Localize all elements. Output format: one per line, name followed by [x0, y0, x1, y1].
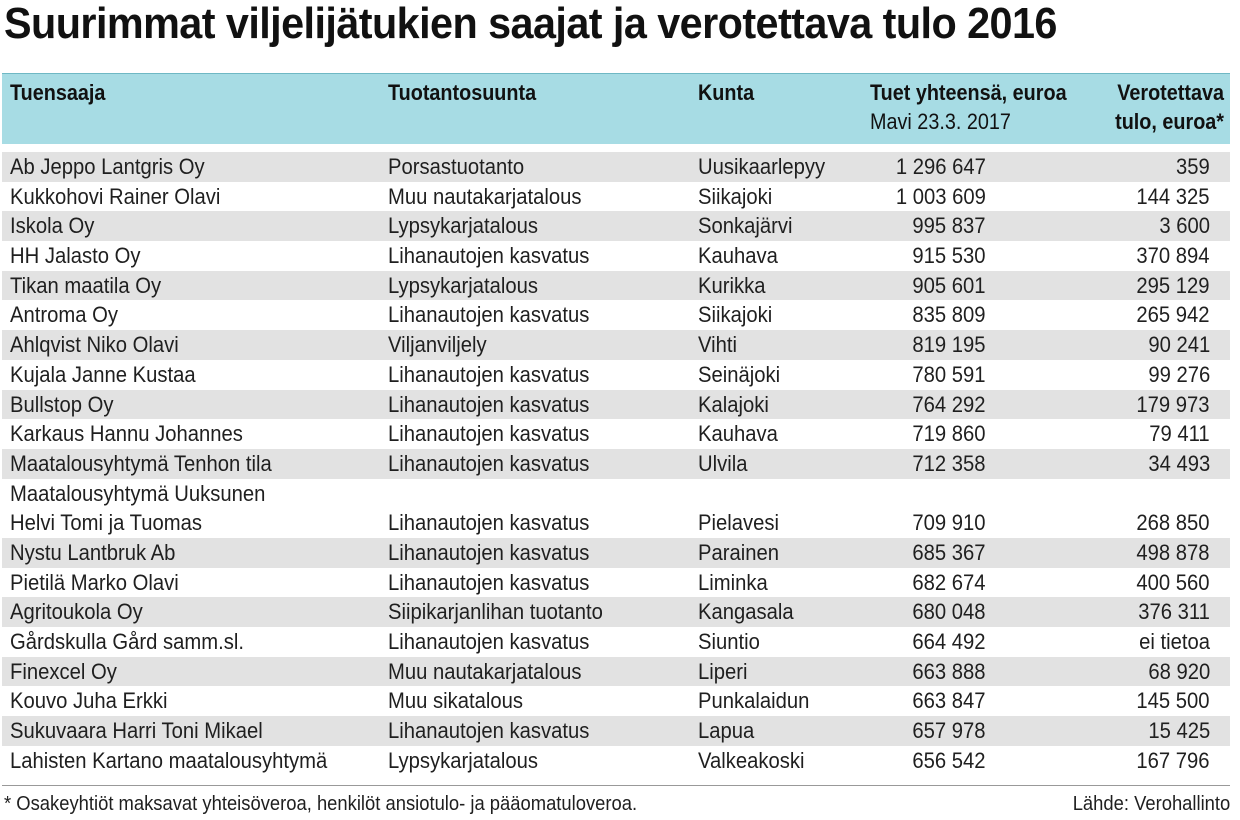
cell-tuet: 995 837 — [912, 213, 986, 239]
table-row — [2, 241, 1230, 271]
cell-kunta: Seinäjoki — [698, 361, 781, 387]
table-row — [2, 300, 1230, 330]
cell-kunta: Parainen — [698, 539, 780, 565]
table-row — [2, 419, 1230, 449]
cell-tuet: 835 809 — [912, 302, 986, 328]
table-header — [2, 73, 1230, 144]
table-row — [2, 152, 1230, 182]
cell-tuet: 656 542 — [912, 747, 986, 773]
cell-tuensaaja: Ahlqvist Niko Olavi — [10, 332, 179, 358]
cell-tuensaaja: Gårdskulla Gård samm.sl. — [10, 629, 244, 655]
cell-tuensaaja: Bullstop Oy — [10, 391, 114, 417]
cell-verotettava: 265 942 — [1136, 302, 1210, 328]
cell-tuotantosuunta: Muu sikatalous — [388, 688, 524, 714]
cell-tuotantosuunta: Lypsykarjatalous — [388, 747, 539, 773]
cell-kunta: Siikajoki — [698, 302, 773, 328]
cell-tuotantosuunta: Lihanautojen kasvatus — [388, 569, 590, 595]
cell-kunta: Kurikka — [698, 272, 766, 298]
cell-verotettava: 68 920 — [1148, 658, 1210, 684]
cell-tuensaaja: Kouvo Juha Erkki — [10, 688, 168, 714]
cell-tuotantosuunta: Viljanviljely — [388, 332, 487, 358]
table-row — [2, 330, 1230, 360]
cell-verotettava: 268 850 — [1136, 510, 1210, 536]
cell-tuotantosuunta: Lihanautojen kasvatus — [388, 510, 590, 536]
cell-kunta: Siikajoki — [698, 183, 773, 209]
cell-tuet: 780 591 — [912, 361, 986, 387]
cell-tuotantosuunta: Lihanautojen kasvatus — [388, 450, 590, 476]
cell-tuet: 1 003 609 — [895, 183, 986, 209]
cell-tuensaaja: Kukkohovi Rainer Olavi — [10, 183, 221, 209]
cell-tuotantosuunta: Lihanautojen kasvatus — [388, 361, 590, 387]
cell-kunta: Kauhava — [698, 243, 778, 269]
table-row — [2, 479, 1230, 538]
cell-tuensaaja: Maatalousyhtymä Tenhon tila — [10, 450, 272, 476]
cell-tuet: 709 910 — [912, 510, 986, 536]
table-row — [2, 390, 1230, 420]
cell-tuensaaja: Nystu Lantbruk Ab — [10, 539, 176, 565]
cell-kunta: Siuntio — [698, 629, 760, 655]
col-header-tuet: Tuet yhteensä, euroa Mavi 23.3. 2017 — [870, 80, 1067, 134]
cell-kunta: Valkeakoski — [698, 747, 805, 773]
table-row — [2, 657, 1230, 687]
cell-tuet: 663 847 — [912, 688, 986, 714]
col-header-verotettava-sub: tulo, euroa* — [1115, 109, 1224, 134]
cell-tuensaaja: Pietilä Marko Olavi — [10, 569, 179, 595]
cell-kunta: Ulvila — [698, 450, 748, 476]
cell-tuotantosuunta: Lihanautojen kasvatus — [388, 391, 590, 417]
cell-tuet: 682 674 — [912, 569, 986, 595]
cell-tuotantosuunta: Muu nautakarjatalous — [388, 658, 582, 684]
cell-tuensaaja: Finexcel Oy — [10, 658, 117, 684]
source-note: Lähde: Verohallinto — [1072, 793, 1230, 815]
cell-tuotantosuunta: Muu nautakarjatalous — [388, 183, 582, 209]
cell-tuensaaja: Antroma Oy — [10, 302, 118, 328]
cell-tuensaaja: Ab Jeppo Lantgris Oy — [10, 154, 205, 179]
cell-tuensaaja: Tikan maatila Oy — [10, 272, 162, 298]
cell-verotettava: 376 311 — [1138, 599, 1210, 625]
cell-kunta: Kauhava — [698, 421, 778, 447]
cell-verotettava: 498 878 — [1136, 539, 1210, 565]
cell-tuotantosuunta: Lihanautojen kasvatus — [388, 243, 590, 269]
col-header-verotettava: Verotettava tulo, euroa* — [1115, 80, 1224, 134]
table-row — [2, 271, 1230, 301]
table-row — [2, 360, 1230, 390]
cell-tuet: 712 358 — [912, 450, 986, 476]
cell-verotettava: 90 241 — [1148, 332, 1210, 358]
table-row — [2, 182, 1230, 212]
cell-tuet: 764 292 — [912, 391, 986, 417]
cell-verotettava: 99 276 — [1148, 361, 1210, 387]
col-header-kunta: Kunta — [698, 80, 755, 105]
cell-verotettava: 144 325 — [1136, 183, 1210, 209]
cell-kunta: Kalajoki — [698, 391, 769, 417]
cell-verotettava: 295 129 — [1136, 272, 1210, 298]
cell-tuet: 915 530 — [912, 243, 986, 269]
table-row — [2, 211, 1230, 241]
cell-tuensaaja: Maatalousyhtymä Uuksunen — [10, 480, 266, 506]
cell-tuet: 680 048 — [912, 599, 986, 625]
cell-tuotantosuunta: Lihanautojen kasvatus — [388, 421, 590, 447]
table-row — [2, 568, 1230, 598]
cell-verotettava: 400 560 — [1136, 569, 1210, 595]
cell-tuet: 657 978 — [912, 718, 986, 744]
footnote: * Osakeyhtiöt maksavat yhteisöveroa, henkilöt ansiotulo- ja pääomatuloveroa. — [4, 793, 638, 815]
cell-kunta: Vihti — [698, 332, 738, 358]
table-row — [2, 597, 1230, 627]
bottom-rule — [2, 785, 1230, 786]
cell-tuet: 719 860 — [912, 421, 986, 447]
cell-verotettava: ei tietoa — [1139, 629, 1210, 655]
cell-tuotantosuunta: Siipikarjanlihan tuotanto — [388, 599, 603, 625]
cell-tuensaaja: Iskola Oy — [10, 213, 95, 239]
cell-kunta: Punkalaidun — [698, 688, 810, 714]
table-body — [2, 152, 1230, 775]
table-row — [2, 686, 1230, 716]
table-row — [2, 449, 1230, 479]
cell-verotettava: 15 425 — [1148, 718, 1210, 744]
col-header-tuet-sub: Mavi 23.3. 2017 — [870, 109, 1011, 134]
cell-tuotantosuunta: Lypsykarjatalous — [388, 213, 539, 239]
cell-verotettava: 3 600 — [1159, 213, 1210, 239]
cell-tuensaaja: Karkaus Hannu Johannes — [10, 421, 243, 447]
cell-kunta: Sonkajärvi — [698, 213, 793, 239]
col-header-tuotantosuunta: Tuotantosuunta — [388, 80, 537, 105]
cell-verotettava: 359 — [1176, 154, 1210, 179]
cell-verotettava: 370 894 — [1136, 243, 1210, 269]
cell-tuensaaja: Lahisten Kartano maatalousyhtymä — [10, 747, 328, 773]
cell-tuensaaja-line2: Helvi Tomi ja Tuomas — [10, 510, 202, 536]
cell-verotettava: 145 500 — [1136, 688, 1210, 714]
cell-tuotantosuunta: Porsastuotanto — [388, 154, 525, 179]
cell-verotettava: 167 796 — [1136, 747, 1210, 773]
cell-tuet: 819 195 — [912, 332, 986, 358]
cell-tuet: 905 601 — [912, 272, 986, 298]
cell-kunta: Pielavesi — [698, 510, 780, 536]
cell-tuensaaja: Kujala Janne Kustaa — [10, 361, 196, 387]
cell-tuotantosuunta: Lihanautojen kasvatus — [388, 539, 590, 565]
cell-verotettava: 79 411 — [1149, 421, 1210, 447]
cell-verotettava: 34 493 — [1148, 450, 1210, 476]
table-row — [2, 716, 1230, 746]
table-row — [2, 627, 1230, 657]
cell-tuotantosuunta: Lihanautojen kasvatus — [388, 718, 590, 744]
cell-tuet: 663 888 — [912, 658, 986, 684]
cell-tuensaaja: Sukuvaara Harri Toni Mikael — [10, 718, 263, 744]
table-row — [2, 746, 1230, 776]
cell-kunta: Liminka — [698, 569, 768, 595]
cell-tuet: 664 492 — [912, 629, 986, 655]
cell-tuensaaja: HH Jalasto Oy — [10, 243, 141, 269]
chart-title: Suurimmat viljelijätukien saajat ja verotettava tulo 2016 — [4, 0, 1057, 48]
cell-tuensaaja: Agritoukola Oy — [10, 599, 143, 625]
cell-tuet: 1 296 647 — [895, 154, 986, 179]
cell-tuotantosuunta: Lihanautojen kasvatus — [388, 302, 590, 328]
cell-kunta: Lapua — [698, 718, 755, 744]
table-row — [2, 538, 1230, 568]
cell-tuet: 685 367 — [912, 539, 986, 565]
cell-tuotantosuunta: Lypsykarjatalous — [388, 272, 539, 298]
col-header-tuensaaja: Tuensaaja — [10, 80, 106, 105]
cell-verotettava: 179 973 — [1136, 391, 1210, 417]
cell-kunta: Uusikaarlepyy — [698, 154, 826, 179]
cell-kunta: Kangasala — [698, 599, 794, 625]
cell-kunta: Liperi — [698, 658, 748, 684]
cell-tuotantosuunta: Lihanautojen kasvatus — [388, 629, 590, 655]
